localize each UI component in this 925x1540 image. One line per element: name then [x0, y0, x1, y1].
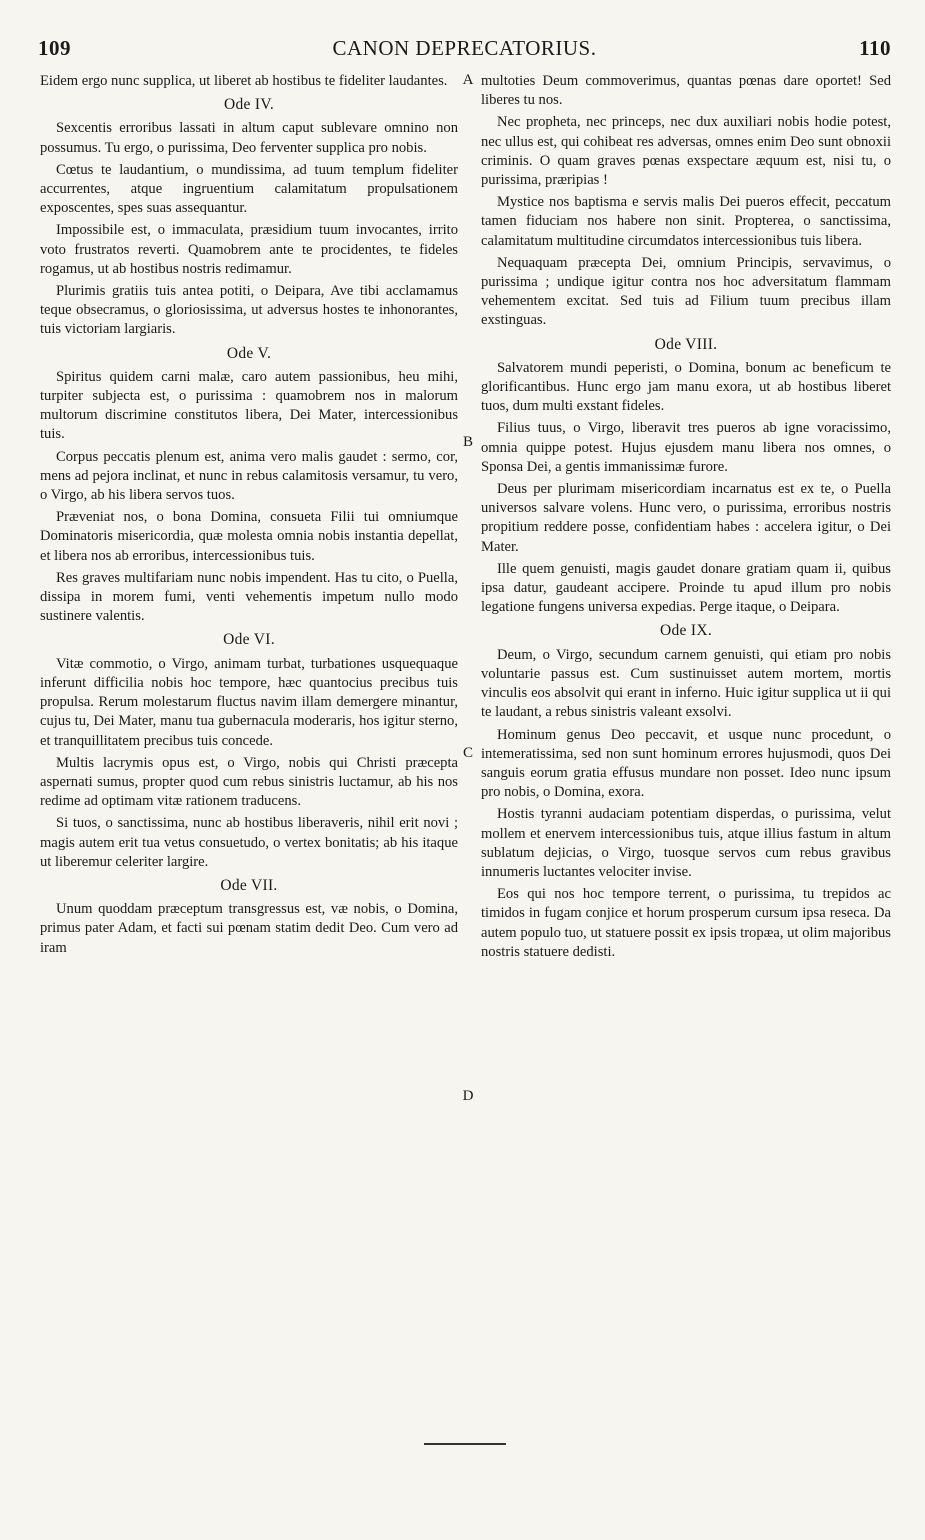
paragraph: Hostis tyranni audaciam potentiam disperdas, o purissima, velut mollem et enervem intercessionibus tuis, atque illius fastum in altum sublatum dejicias, o Virgo, tuosque servos cum rebus gravibus innumeris luctantes velociter invise. [481, 806, 891, 880]
running-header [38, 36, 891, 70]
page-number-right: 110 [859, 36, 891, 60]
paragraph: Sexcentis erroribus lassati in altum caput sublevare omnino non possumus. Tu ergo, o purissima, Deo ferventer supplica pro nobis. [40, 120, 458, 156]
paragraph: Cœtus te laudantium, o mundissima, ad tuum templum fideliter accurrentes, atque ingruentium calamitatum propulsationem exposcentes, spes suas assequantur. [40, 161, 458, 217]
margin-letter-a: A [462, 72, 474, 88]
paragraph: multoties Deum commoverimus, quantas pœnas dare oportet! Sed liberes tu nos. [481, 73, 891, 109]
paragraph: Deum, o Virgo, secundum carnem genuisti, qui etiam pro nobis voluntarie passus est. Cum sustinuisset autem mortem, mortis vinculis eos absolvit qui erant in inferno. Huic igitur supplica ut ii qui te laudant, a rebus sinistris valeant exsolvi. [481, 646, 891, 721]
ode-heading: Ode VI. [223, 631, 275, 649]
paragraph: Res graves multifariam nunc nobis impendent. Has tu cito, o Puella, dissipa in morem fumi, venti vehementis impetum nullo modo sustinere valentis. [40, 569, 458, 625]
right-column [481, 72, 891, 965]
paragraph: Mystice nos baptisma e servis malis Dei pueros effecit, peccatum tamen fiduciam nos habere non sinit. Propterea, o sanctissima, calamitatum multitudine circumdatos intercessionibus tuis libera. [481, 194, 891, 249]
paragraph: Corpus peccatis plenum est, anima vero malis gaudet : sermo, cor, mens ad pejora inclinat, et nunc in rebus calamitosis versamur, tu vero, o Virgo, ab his libera servos tuos. [40, 448, 458, 504]
margin-letter-b: B [462, 434, 473, 450]
ode-heading: Ode IX. [659, 622, 713, 640]
end-rule [424, 1443, 506, 1445]
margin-letter-d: D [462, 1088, 474, 1104]
ode-heading: Ode IV. [223, 96, 275, 114]
paragraph: Unum quoddam præceptum transgressus est, væ nobis, o Domina, primus pater Adam, et facti sui pœnam statim dedit Deo. Cum vero ad iram [40, 901, 458, 956]
paragraph: Multis lacrymis opus est, o Virgo, nobis qui Christi præcepta aspernati sumus, propter quod cum rebus sinistris luctamur, ab his nos redime ad optimam vitæ rationem traducens. [40, 754, 458, 810]
left-column [40, 72, 458, 961]
paragraph: Hominum genus Deo peccavit, et usque nunc procedunt, o intemeratissima, sed non sunt hominum errores hujusmodi, quos Dei sanguis eorum gratia effusus mundare non posset. Ideo nunc ipsum pro nobis, o Domina, exora. [481, 726, 891, 801]
ode-heading: Ode VIII. [654, 335, 718, 353]
paragraph: Eidem ergo nunc supplica, ut liberet ab hostibus te fideliter laudantes. [40, 73, 448, 89]
paragraph: Nec propheta, nec princeps, nec dux auxiliari nobis hodie potest, nec ullus est, qui cohibeat res adversas, omnes enim Deo sunt obnoxii criminis. O quam graves pœnas exspectare æquum est, nisi tu, o purissima, præripias ! [481, 114, 891, 189]
paragraph: Salvatorem mundi peperisti, o Domina, bonum ac beneficum te glorificantibus. Hunc ergo jam manu exora, ut ab hostibus liberet tuos, dum multi exstant fideles. [481, 359, 891, 415]
margin-letter-c: C [462, 745, 473, 761]
paragraph: Spiritus quidem carni malæ, caro autem passionibus, heu mihi, turpiter subjecta est, o purissima : quamobrem nos in malorum multorum discrimine constitutos libera, Dei Mater, intercessionibus tuis. [40, 368, 458, 443]
paragraph: Præveniat nos, o bona Domina, consueta Filii tui omniumque Dominatoris misericordia, quæ molesta omnia nobis instantia depellat, et libera nos ab erroribus, intercessionibus tuis. [40, 509, 458, 564]
ode-heading: Ode V. [226, 344, 272, 362]
paragraph: Filius tuus, o Virgo, liberavit tres pueros ab igne voracissimo, omnia quippe potest. Hujus ejusdem manu libera nos omnes, o Sponsa Dei, a gentis immanissimæ furore. [481, 420, 891, 475]
paragraph: Vitæ commotio, o Virgo, animam turbat, turbationes usquequaque inferunt difficilia nobis hoc tempore, hæc quantocius precibus tuis propulsa. Rerum molestarum fluctus navim illam demergere minantur, cujus tu, Dei Mater, manu tua gubernacula moderaris, hos igitur sterno, et tranquillitatem precibus tuis concede. [40, 655, 458, 749]
running-title: CANON DEPRECATORIUS. [332, 36, 597, 60]
paragraph: Nequaquam præcepta Dei, omnium Principis, servavimus, o purissima ; undique igitur contra nos hoc adversitatum flammam vehementem excitat. Sed tuis ad Filium tuum precibus illam exstinguas. [481, 254, 891, 329]
paragraph: Ille quem genuisti, magis gaudet donare gratiam quam ii, quibus ipsa datur, gaudeant accipere. Proinde tu apud illum pro nobis legatione fungens universa expedias. Perge itaque, o Deipara. [481, 560, 891, 616]
paragraph: Eos qui nos hoc tempore terrent, o purissima, tu trepidos ac timidos in fugam conjice et horum prosperum cursum ipsa reseca. Da autem populo tuo, ut statuere possit ex ipsis tropæa, ut olim majoribus nostris statuere dedisti. [481, 886, 891, 960]
paragraph: Deus per plurimam misericordiam incarnatus est ex te, o Puella universos salvare volens. Hunc vero, o purissima, erroribus nostris propitium reddere posse, confidentiam habes : accelera igitur, o Dei Mater. [481, 481, 891, 555]
paragraph: Plurimis gratiis tuis antea potiti, o Deipara, Ave tibi acclamamus teque obsecramus, o gloriosissima, ut adversus hostes te inhonorantes, tuis victoriam largiaris. [40, 283, 458, 338]
page-number-left: 109 [38, 36, 71, 60]
ode-heading: Ode VII. [220, 876, 278, 894]
paragraph: Impossibile est, o immaculata, præsidium tuum invocantes, irrito voto frustratos reverti. Quamobrem ante te procidentes, te fideles rogamus, ut ab hostibus nostris redimamur. [40, 222, 458, 277]
paragraph: Si tuos, o sanctissima, nunc ab hostibus liberaveris, nihil erit novi ; magis autem erit tua vetus consuetudo, o vertex bonitatis; ab his itaque ut liberemur celeriter largire. [40, 815, 458, 870]
